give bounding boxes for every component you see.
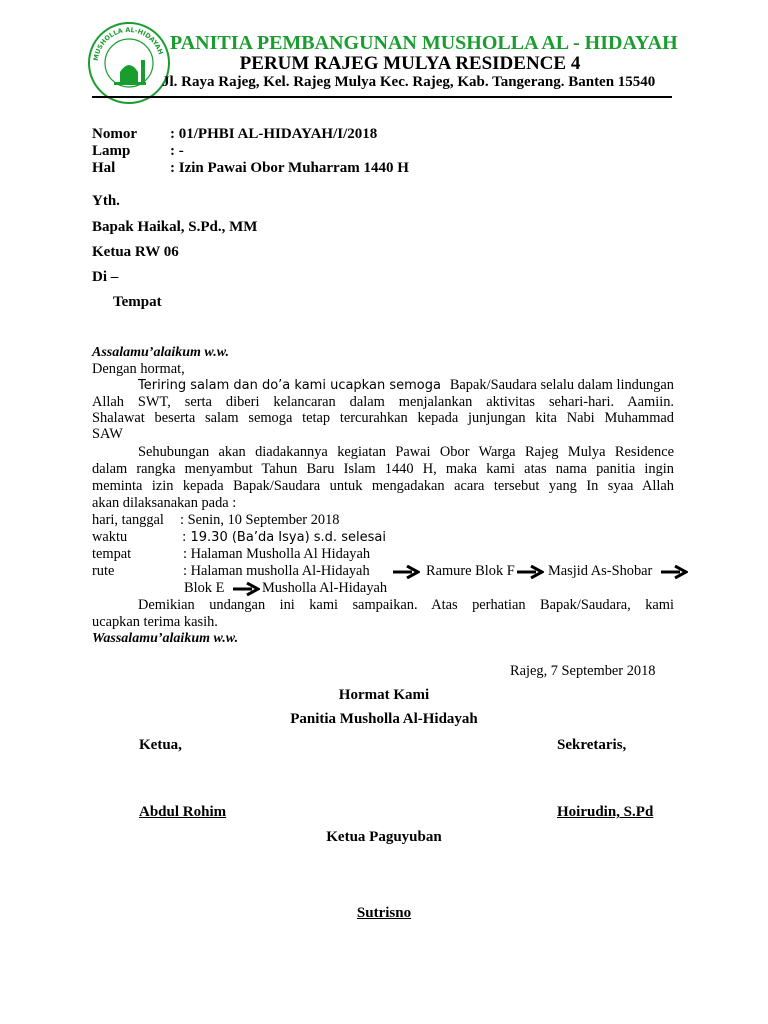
yth: Yth. xyxy=(92,193,120,209)
address: Jl. Raya Rajeg, Kel. Rajeg Mulya Kec. Rajeg, Kab. Tangerang. Banten 15540 xyxy=(162,74,656,90)
waktu-value: : 19.30 (Ba’da Isya) s.d. selesai xyxy=(182,530,386,545)
hari-label: hari, tanggal xyxy=(92,512,164,528)
lamp-label: Lamp xyxy=(92,143,131,159)
paragraph-1-line-2: Allah SWT, serta diberi kelancaran dalam menjalankan aktivitas sehari-hari. Aamiin. xyxy=(92,394,674,410)
recipient-di: Di – xyxy=(92,269,119,285)
tempat-value: : Halaman Musholla Al Hidayah xyxy=(183,546,371,562)
rute-step-3: Masjid As-Shobar xyxy=(548,563,653,579)
greeting: Dengan hormat, xyxy=(92,361,185,377)
nomor-label: Nomor xyxy=(92,126,137,142)
svg-text:MUSHOLLA AL-HIDAYAH: MUSHOLLA AL-HIDAYAH xyxy=(91,25,165,62)
paragraph-1-line-1b: Bapak/Saudara selalu dalam lindungan xyxy=(449,377,674,393)
recipient-tempat: Tempat xyxy=(113,294,162,310)
salam-closing: Wassalamu’alaikum w.w. xyxy=(92,631,239,646)
hal-value: : Izin Pawai Obor Muharram 1440 H xyxy=(170,160,409,176)
recipient-role: Ketua RW 06 xyxy=(92,244,179,260)
waktu-label: waktu xyxy=(92,529,128,545)
musholla-logo xyxy=(86,20,172,106)
paragraph-2-line-3: meminta izin kepada Bapak/Saudara untuk mengadakan acara tersebut yang In syaa Allah xyxy=(92,478,674,494)
paragraph-1-line-1 xyxy=(138,377,674,394)
arrow-right-icon xyxy=(392,565,420,579)
arrow-right-icon xyxy=(516,565,544,579)
ketua-name: Abdul Rohim xyxy=(139,804,227,820)
paragraph-2-line-1: Sehubungan akan diadakannya kegiatan Pawai Obor Warga Rajeg Mulya Residence xyxy=(138,444,674,460)
arrow-right-icon xyxy=(660,565,688,579)
rute-step-2: Ramure Blok F xyxy=(426,563,515,579)
recipient-name: Bapak Haikal, S.Pd., MM xyxy=(92,219,258,235)
sekretaris-name: Hoirudin, S.Pd xyxy=(557,804,654,820)
paguyuban-label: Ketua Paguyuban xyxy=(326,829,442,845)
sekretaris-label: Sekretaris, xyxy=(557,737,627,753)
paragraph-2-line-4: akan dilaksanakan pada : xyxy=(92,495,237,511)
header-divider xyxy=(92,96,672,98)
paragraph-1-line-4: SAW xyxy=(92,426,123,442)
organization-name: PANITIA PEMBANGUNAN MUSHOLLA AL - HIDAYAH xyxy=(170,32,678,54)
closing-line-2: ucapkan terima kasih. xyxy=(92,614,218,630)
hal-label: Hal xyxy=(92,160,116,176)
hormat-kami: Hormat Kami xyxy=(338,687,430,703)
nomor-value: : 01/PHBI AL-HIDAYAH/I/2018 xyxy=(170,126,378,142)
hari-value: : Senin, 10 September 2018 xyxy=(180,512,340,528)
paragraph-1-line-1a: Teriring salam dan do’a kami ucapkan semoga xyxy=(138,378,441,393)
paguyuban-name: Sutrisno xyxy=(356,905,412,921)
salam-opening: Assalamu’alaikum w.w. xyxy=(92,345,230,360)
panitia-name: Panitia Musholla Al-Hidayah xyxy=(290,711,478,727)
ketua-label: Ketua, xyxy=(139,737,182,753)
rute-step-4: Blok E xyxy=(184,580,225,596)
closing-line-1: Demikian undangan ini kami sampaikan. Atas perhatian Bapak/Saudara, kami xyxy=(138,597,674,613)
perum-name: PERUM RAJEG MULYA RESIDENCE 4 xyxy=(239,53,581,74)
paragraph-2-line-2: dalam rangka menyambut Tahun Baru Islam 1440 H, maka kami atas nama panitia ingin xyxy=(92,461,674,477)
tempat-label: tempat xyxy=(92,546,132,562)
rute-label: rute xyxy=(92,563,115,579)
rute-step-5: Musholla Al-Hidayah xyxy=(262,580,388,596)
rute-step-1: : Halaman musholla Al-Hidayah xyxy=(183,563,370,579)
paragraph-1-line-3: Shalawat beserta salam semoga tetap tercurahkan kepada junjungan kita Nabi Muhammad xyxy=(92,410,674,426)
arrow-right-icon xyxy=(232,582,260,596)
lamp-value: : - xyxy=(170,143,184,159)
place-date: Rajeg, 7 September 2018 xyxy=(510,663,656,679)
